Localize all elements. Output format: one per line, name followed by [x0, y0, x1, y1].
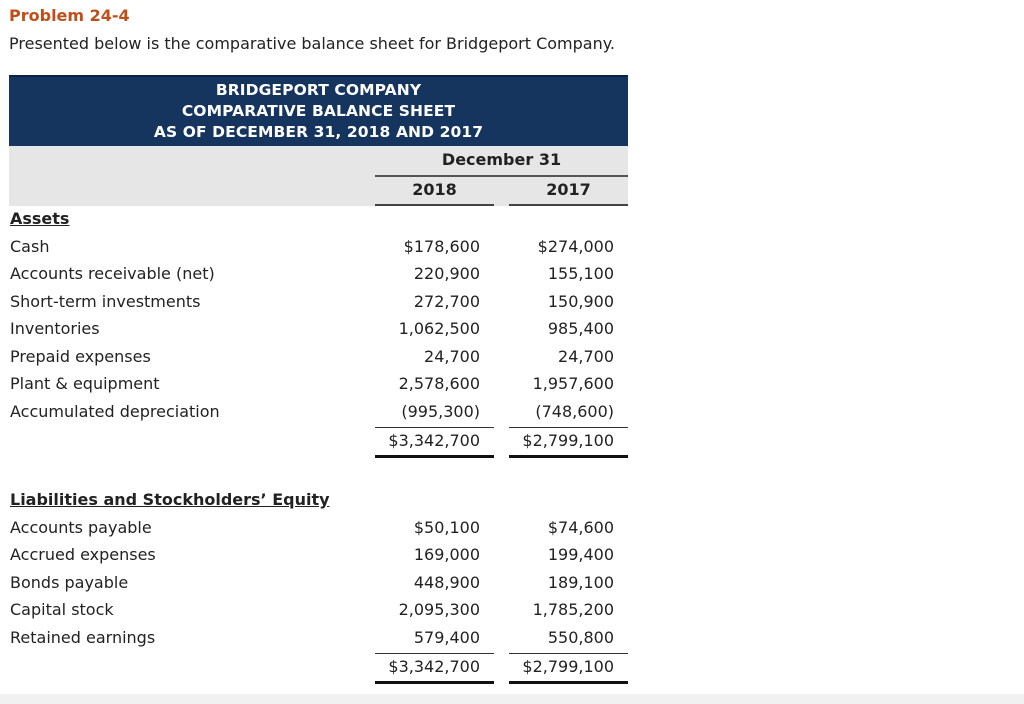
intro-text: Presented below is the comparative balance sheet for Bridgeport Company. — [9, 34, 616, 53]
table-cell-2017: 150,900 — [547, 292, 614, 311]
table-cell-2017: $74,600 — [547, 518, 614, 537]
column-rule-2018 — [375, 204, 494, 206]
table-cell-2017: 155,100 — [547, 264, 614, 283]
table-cell-2017: 550,800 — [547, 628, 614, 647]
table-row-label: Plant & equipment — [10, 374, 160, 393]
liabilities-total-2017: $2,799,100 — [522, 657, 614, 676]
subtotal-rule — [375, 653, 494, 654]
table-cell-2017: (748,600) — [535, 402, 614, 421]
table-cell-2018: 272,700 — [413, 292, 480, 311]
table-row-label: Short-term investments — [10, 292, 201, 311]
table-cell-2018: 220,900 — [413, 264, 480, 283]
column-rule-2017 — [509, 204, 628, 206]
balance-sheet-header — [9, 75, 628, 146]
table-cell-2018: 1,062,500 — [398, 319, 480, 338]
column-group-header: December 31 — [441, 150, 562, 169]
table-cell-2018: 169,000 — [413, 545, 480, 564]
table-row-label: Accounts receivable (net) — [10, 264, 215, 283]
table-row-label: Retained earnings — [10, 628, 156, 647]
table-cell-2017: 189,100 — [547, 573, 614, 592]
table-cell-2018: 448,900 — [413, 573, 480, 592]
table-cell-2017: 1,785,200 — [532, 600, 614, 619]
table-row-label: Cash — [10, 237, 50, 256]
table-cell-2017: $274,000 — [537, 237, 614, 256]
table-cell-2018: 24,700 — [424, 347, 480, 366]
total-double-rule — [375, 681, 494, 684]
total-double-rule — [509, 681, 628, 684]
total-double-rule — [509, 455, 628, 458]
total-double-rule — [375, 455, 494, 458]
subtotal-rule — [375, 427, 494, 428]
page-footer-band — [0, 694, 1024, 704]
table-cell-2018: $50,100 — [413, 518, 480, 537]
table-row-label: Accounts payable — [10, 518, 152, 537]
table-cell-2018: 2,095,300 — [398, 600, 480, 619]
table-row-label: Bonds payable — [10, 573, 129, 592]
table-row-label: Inventories — [10, 319, 100, 338]
table-cell-2018: $178,600 — [403, 237, 480, 256]
table-cell-2017: 1,957,600 — [532, 374, 614, 393]
company-name: BRIDGEPORT COMPANY — [215, 81, 422, 99]
liabilities-total-2018: $3,342,700 — [388, 657, 480, 676]
table-cell-2018: 2,578,600 — [398, 374, 480, 393]
table-cell-2017: 985,400 — [547, 319, 614, 338]
column-header-2018: 2018 — [412, 180, 457, 199]
table-row-label: Accrued expenses — [10, 545, 156, 564]
statement-date: AS OF DECEMBER 31, 2018 AND 2017 — [153, 123, 484, 141]
table-row-label: Accumulated depreciation — [10, 402, 220, 421]
subtotal-rule — [509, 653, 628, 654]
assets-total-2017: $2,799,100 — [522, 431, 614, 450]
table-cell-2018: 579,400 — [413, 628, 480, 647]
statement-title: COMPARATIVE BALANCE SHEET — [181, 102, 456, 120]
table-row-label: Prepaid expenses — [10, 347, 151, 366]
liabilities-heading: Liabilities and Stockholders’ Equity — [10, 490, 330, 509]
assets-total-2018: $3,342,700 — [388, 431, 480, 450]
column-group-rule — [375, 175, 628, 177]
table-row-label: Capital stock — [10, 600, 114, 619]
subtotal-rule — [509, 427, 628, 428]
table-cell-2017: 24,700 — [558, 347, 614, 366]
column-header-2017: 2017 — [546, 180, 591, 199]
assets-heading: Assets — [10, 209, 70, 228]
problem-title: Problem 24-4 — [9, 6, 130, 25]
table-cell-2017: 199,400 — [547, 545, 614, 564]
table-cell-2018: (995,300) — [401, 402, 480, 421]
